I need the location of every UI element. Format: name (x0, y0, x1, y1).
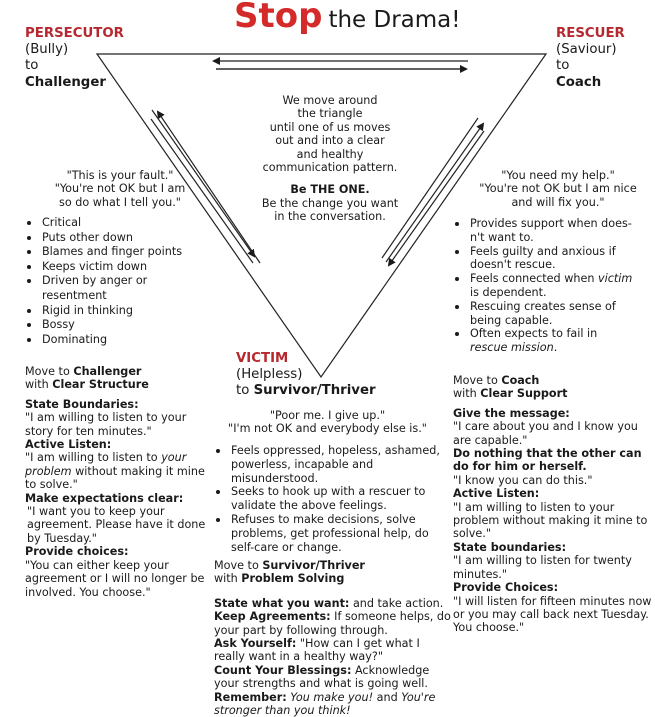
center-line: in the conversation. (274, 210, 386, 224)
method-line: with Clear Support (453, 387, 568, 401)
trait-item: Feels guilty and anxious if doesn't rescue. (453, 245, 638, 273)
victim-name: VICTIM (236, 351, 289, 366)
trait-item: Puts other down (25, 231, 190, 246)
persecutor-target: Challenger (25, 74, 106, 90)
strategy-heading: Do nothing that the other can do for him or herself. (453, 447, 642, 474)
strategy-text: "I will listen for fifteen minutes now or you may call back next Tuesday. You choose." (453, 594, 652, 635)
strategy-text: "I am willing to listen for twenty minutes." (453, 554, 632, 581)
trait-item: Refuses to make decisions, solve problems, get professional help, do self-care or change. (214, 513, 446, 554)
victim-quotes (215, 409, 440, 436)
victim-move-section (214, 559, 454, 717)
strategy-text: "I know you can do this." (453, 473, 593, 487)
method-line: with Clear Structure (25, 378, 149, 392)
center-callout: Be THE ONE. (290, 183, 370, 197)
center-line: until one of us moves (269, 120, 391, 134)
persecutor-header (25, 26, 124, 91)
victim-header (236, 351, 376, 400)
trait-item: Often expects to fail in rescue mission. (453, 327, 638, 355)
center-message (250, 94, 410, 224)
trait-item: Rescuing creates sense of being capable. (453, 300, 638, 328)
trait-item: Critical (25, 216, 190, 231)
quote-line: "You need my help." (501, 169, 615, 182)
rescuer-move-section (453, 374, 653, 635)
rescuer-to: to (556, 58, 570, 74)
strategy-heading: Provide choices: (25, 545, 129, 559)
quote-line: "Poor me. I give up." (269, 409, 386, 422)
strategy-heading: State boundaries: (453, 540, 567, 554)
strategy-heading: Provide Choices: (453, 581, 559, 595)
trait-item: Feels oppressed, hopeless, ashamed, powerless, incapable and misunderstood. (214, 444, 446, 485)
center-line: communication pattern. (262, 161, 398, 175)
page-title (234, 0, 460, 40)
strategy-text: "I am willing to listen to your story for ten minutes." (25, 411, 187, 438)
quote-line: "You're not OK but I am (54, 182, 186, 196)
trait-item: Provides support when does-n't want to. (453, 217, 638, 245)
trait-item: Rigid in thinking (25, 304, 190, 319)
move-line: Move to Coach (453, 374, 540, 387)
title-stop: Stop (234, 0, 323, 36)
center-line: the triangle (297, 107, 363, 121)
persecutor-to: to (25, 58, 39, 74)
strategy-text: "I am willing to listen to your problem without making it mine to solve." (25, 451, 205, 492)
strategy-heading: Give the message: (453, 406, 570, 420)
quote-line: "I'm not OK and everybody else is." (228, 422, 427, 436)
victim-target-line: to Survivor/Thriver (236, 383, 376, 399)
strategy-heading: Active Listen: (453, 487, 540, 501)
persecutor-traits (25, 216, 190, 347)
rescuer-alias: (Saviour) (556, 42, 617, 58)
persecutor-move-section (25, 365, 215, 599)
rescuer-name: RESCUER (556, 26, 625, 41)
strategy-text: "I am willing to listen to your problem without making it mine to solve." (453, 500, 648, 541)
strategy-item: Remember: You make you! and You're stronger than you think! (214, 690, 436, 717)
victim-traits (214, 444, 446, 554)
rescuer-header (556, 26, 625, 91)
persecutor-quotes (30, 169, 210, 209)
center-line: We move around (282, 94, 378, 107)
strategy-item: Ask Yourself: "How can I get what I really want in a healthy way?" (214, 637, 420, 664)
trait-item: Dominating (25, 333, 190, 348)
strategy-heading: Active Listen: (25, 438, 112, 452)
victim-alias: (Helpless) (236, 367, 303, 383)
quote-line: "This is your fault." (66, 169, 174, 182)
persecutor-name: PERSECUTOR (25, 26, 124, 41)
rescuer-quotes (458, 169, 655, 209)
strategy-heading: State Boundaries: (25, 397, 139, 411)
method-line: with Problem Solving (214, 572, 345, 586)
quote-line: "You're not OK but I am nice (479, 182, 637, 196)
persecutor-alias: (Bully) (25, 42, 69, 58)
strategy-text: "I care about you and I know you are capable." (453, 420, 638, 447)
move-line: Move to Survivor/Thriver (214, 559, 365, 572)
quote-line: so do what I tell you." (59, 195, 181, 209)
strategy-item: Count Your Blessings: Acknowledge your strengths and what is going well. (214, 663, 430, 691)
trait-item: Seeks to hook up with a rescuer to validate the above feelings. (214, 485, 446, 513)
title-rest: the Drama! (328, 7, 461, 33)
trait-item: Bossy (25, 318, 190, 333)
trait-item: Keeps victim down (25, 260, 190, 275)
strategy-text: "You can either keep your agreement or I will no longer be involved. You choose." (25, 558, 205, 599)
rescuer-traits (453, 217, 638, 355)
strategy-item: State what you want: and take action. (214, 596, 444, 610)
center-line: out and into a clear (275, 134, 385, 148)
strategy-text: "I want you to keep your agreement. Please have it done by Tuesday." (27, 505, 206, 545)
center-line: Be the change you want (261, 196, 399, 210)
trait-item: Driven by anger or resentment (25, 274, 190, 303)
center-line: and healthy (296, 147, 364, 161)
trait-item: Feels connected when victim is dependent. (453, 272, 638, 300)
trait-item: Blames and finger points (25, 245, 190, 260)
rescuer-target: Coach (556, 74, 602, 90)
move-line: Move to Challenger (25, 365, 142, 378)
strategy-item: Keep Agreements: If someone helps, do your part by following through. (214, 610, 451, 637)
strategy-heading: Make expectations clear: (25, 491, 184, 505)
quote-line: and will fix you." (511, 195, 605, 209)
